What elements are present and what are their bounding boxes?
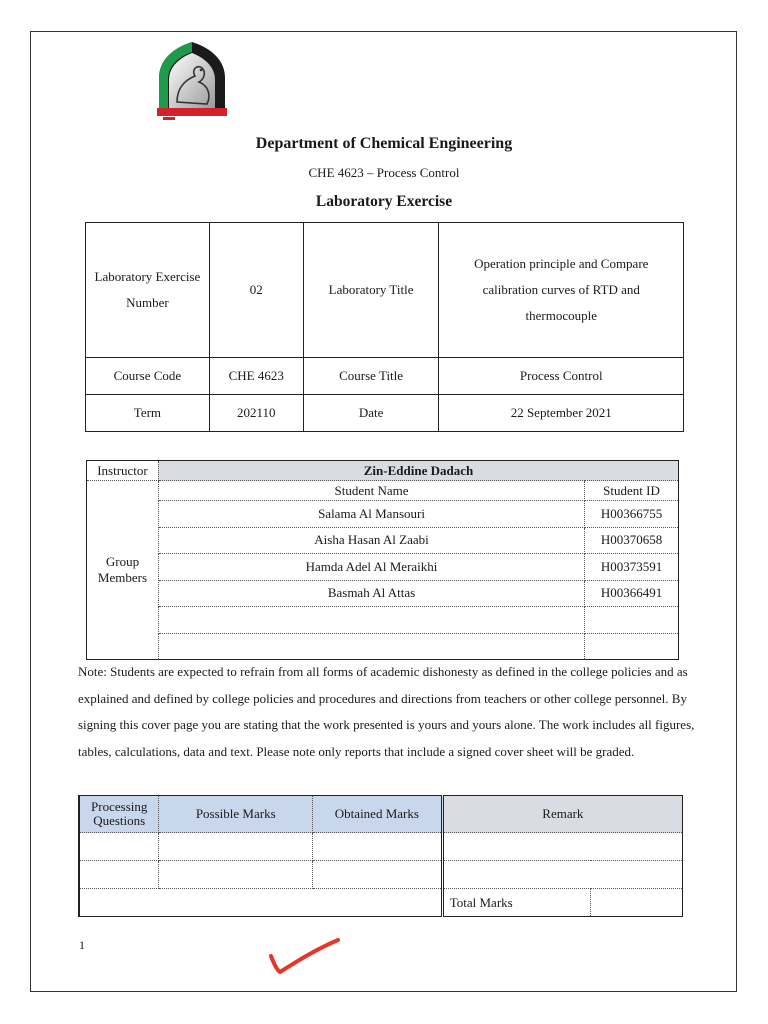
student-id: H00366755 bbox=[585, 501, 679, 528]
empty-cell bbox=[159, 833, 313, 861]
obtained-marks-header: Obtained Marks bbox=[313, 796, 443, 833]
course-code-label: Course Code bbox=[86, 358, 210, 395]
group-members-table bbox=[86, 460, 679, 660]
exercise-heading: Laboratory Exercise bbox=[315, 193, 453, 210]
department-title: Department of Chemical Engineering bbox=[255, 135, 513, 152]
instructor-name: Zin-Eddine Dadach bbox=[158, 461, 678, 481]
exercise-number-label: Laboratory Exercise Number bbox=[86, 223, 210, 358]
course-code: CHE 4623 bbox=[209, 358, 303, 395]
table-row bbox=[87, 607, 679, 634]
empty-cell bbox=[313, 833, 443, 861]
lab-title: Operation principle and Compare calibration curves of RTD and thermocouple bbox=[439, 223, 684, 358]
date: 22 September 2021 bbox=[439, 395, 684, 432]
student-id: H00370658 bbox=[585, 527, 679, 554]
empty-cell bbox=[79, 861, 159, 889]
page-number: 1 bbox=[79, 938, 85, 952]
student-id-header: Student ID bbox=[585, 481, 679, 501]
college-logo bbox=[155, 40, 229, 122]
table-row bbox=[87, 554, 679, 581]
student-id: H00366491 bbox=[585, 580, 679, 607]
course-title: Process Control bbox=[439, 358, 684, 395]
empty-cell bbox=[159, 861, 313, 889]
table-row bbox=[79, 861, 683, 889]
possible-marks-header: Possible Marks bbox=[159, 796, 313, 833]
table-row bbox=[87, 633, 679, 660]
instructor-label: Instructor bbox=[87, 461, 159, 481]
term-label: Term bbox=[86, 395, 210, 432]
empty-cell bbox=[158, 607, 584, 634]
empty-cell bbox=[313, 861, 443, 889]
total-marks-label: Total Marks bbox=[442, 889, 591, 917]
marks-table bbox=[78, 795, 683, 917]
table-row bbox=[87, 580, 679, 607]
date-label: Date bbox=[303, 395, 439, 432]
empty-cell bbox=[79, 833, 159, 861]
course-title-label: Course Title bbox=[303, 358, 439, 395]
table-row bbox=[87, 527, 679, 554]
empty-cell bbox=[158, 633, 584, 660]
course-line: CHE 4623 – Process Control bbox=[308, 165, 460, 180]
total-marks-value bbox=[591, 889, 683, 917]
table-row bbox=[79, 889, 683, 917]
lab-info-table bbox=[85, 222, 684, 432]
group-members-label: Group Members bbox=[87, 481, 159, 660]
student-name: Hamda Adel Al Meraikhi bbox=[158, 554, 584, 581]
table-row bbox=[87, 501, 679, 528]
empty-cell bbox=[585, 633, 679, 660]
lab-title-label: Laboratory Title bbox=[303, 223, 439, 358]
table-row bbox=[79, 833, 683, 861]
empty-cell bbox=[442, 861, 682, 889]
empty-cell bbox=[79, 889, 442, 917]
term: 202110 bbox=[209, 395, 303, 432]
student-name: Aisha Hasan Al Zaabi bbox=[158, 527, 584, 554]
red-check-mark-icon bbox=[268, 932, 343, 977]
student-id: H00373591 bbox=[585, 554, 679, 581]
empty-cell bbox=[585, 607, 679, 634]
academic-honesty-note: Note: Students are expected to refrain from all forms of academic dishonesty as defined in the college policies and as explained and defined by college policies and procedures and directions from teachers or other college personnel. By signing this cover page you are stating that the work presented is yours and yours alone. The work includes all figures, tables, calculations, data and text. Please note only reports that include a signed cover sheet will be graded. bbox=[78, 664, 695, 759]
remark-header: Remark bbox=[442, 796, 682, 833]
student-name: Salama Al Mansouri bbox=[158, 501, 584, 528]
empty-cell bbox=[442, 833, 682, 861]
processing-questions-header: Processing Questions bbox=[79, 796, 159, 833]
student-name: Basmah Al Attas bbox=[158, 580, 584, 607]
exercise-number: 02 bbox=[209, 223, 303, 358]
student-name-header: Student Name bbox=[158, 481, 584, 501]
